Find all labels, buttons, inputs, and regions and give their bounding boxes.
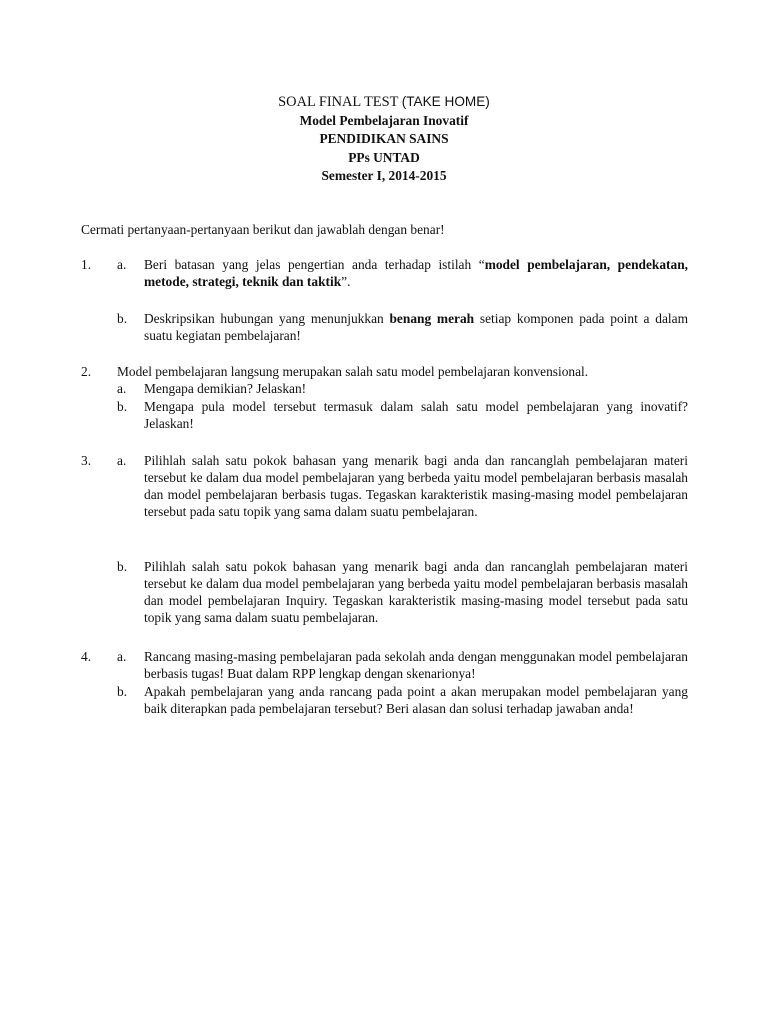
study-program: PENDIDIKAN SAINS bbox=[319, 131, 449, 147]
question-number: 2. bbox=[81, 364, 92, 379]
question-1b bbox=[117, 310, 688, 344]
instructions: Cermati pertanyaan-pertanyaan berikut dan jawablah dengan benar! bbox=[81, 222, 445, 237]
question-number: 4. bbox=[81, 649, 92, 664]
sub-letter: a. bbox=[117, 257, 127, 272]
semester: Semester I, 2014-2015 bbox=[321, 168, 447, 184]
exam-title-take-home: (TAKE HOME) bbox=[401, 94, 490, 109]
exam-title bbox=[0, 93, 768, 112]
question-4a bbox=[117, 648, 688, 682]
question-number: 1. bbox=[81, 257, 92, 272]
question-stem: Model pembelajaran langsung merupakan salah satu model pembelajaran konvensional. bbox=[117, 364, 589, 379]
institution: PPs UNTAD bbox=[348, 149, 420, 165]
sub-letter: a. bbox=[117, 453, 127, 468]
question-3a bbox=[117, 452, 688, 520]
document-header bbox=[0, 93, 768, 186]
question-number: 3. bbox=[81, 453, 92, 468]
sub-letter: b. bbox=[117, 399, 128, 414]
question-2a bbox=[117, 380, 688, 397]
question-text: Deskripsikan hubungan yang menunjukkan benang merah setiap komponen pada point a dalam suatu kegiatan pembelajaran! bbox=[144, 311, 688, 343]
emphasis-terms: model pembelajaran, pendekatan, metode, strategi, teknik dan taktik bbox=[144, 257, 688, 289]
exam-title-main: SOAL FINAL TEST bbox=[278, 94, 402, 110]
question-2b bbox=[117, 398, 688, 432]
question-text: Mengapa pula model tersebut termasuk dalam salah satu model pembelajaran yang inovatif? Jelaskan! bbox=[144, 399, 688, 431]
question-text: Apakah pembelajaran yang anda rancang pada point a akan merupakan model pembelajaran yang baik diterapkan pada pembelajaran tersebut? Beri alasan dan solusi terhadap jawaban anda! bbox=[144, 684, 688, 716]
sub-letter: b. bbox=[117, 684, 128, 699]
question-text: Beri batasan yang jelas pengertian anda terhadap istilah “model pembelajaran, pendekatan, metode, strategi, teknik dan taktik”. bbox=[144, 257, 688, 289]
course-subject: Model Pembelajaran Inovatif bbox=[299, 112, 469, 128]
emphasis-benang-merah: benang merah bbox=[389, 311, 475, 326]
question-text: Pilihlah salah satu pokok bahasan yang menarik bagi anda dan rancanglah pembelajaran materi tersebut ke dalam dua model pembelajaran yang berbeda yaitu model pembelajaran berbasis masalah dan model pembelajaran Inquiry. Tegaskan karakteristik masing-masing model tersebut pada satu topik yang sama dalam suatu pembelajaran. bbox=[144, 559, 688, 625]
sub-letter: b. bbox=[117, 559, 128, 574]
question-text: Mengapa demikian? Jelaskan! bbox=[144, 381, 307, 396]
sub-letter: a. bbox=[117, 649, 127, 664]
sub-letter: b. bbox=[117, 311, 128, 326]
question-text: Rancang masing-masing pembelajaran pada sekolah anda dengan menggunakan model pembelajaran berbasis tugas! Buat dalam RPP lengkap dengan skenarionya! bbox=[144, 649, 688, 681]
question-3b bbox=[117, 558, 688, 626]
question-4b bbox=[117, 683, 688, 717]
question-1a bbox=[117, 256, 688, 290]
question-text: Pilihlah salah satu pokok bahasan yang menarik bagi anda dan rancanglah pembelajaran materi tersebut ke dalam dua model pembelajaran yang berbeda yaitu model pembelajaran berbasis masalah dan model pembelajaran berbasis tugas. Tegaskan karakteristik masing-masing model pembelajaran tersebut pada satu topik yang sama dalam suatu pembelajaran. bbox=[144, 453, 688, 519]
sub-letter: a. bbox=[117, 381, 127, 396]
